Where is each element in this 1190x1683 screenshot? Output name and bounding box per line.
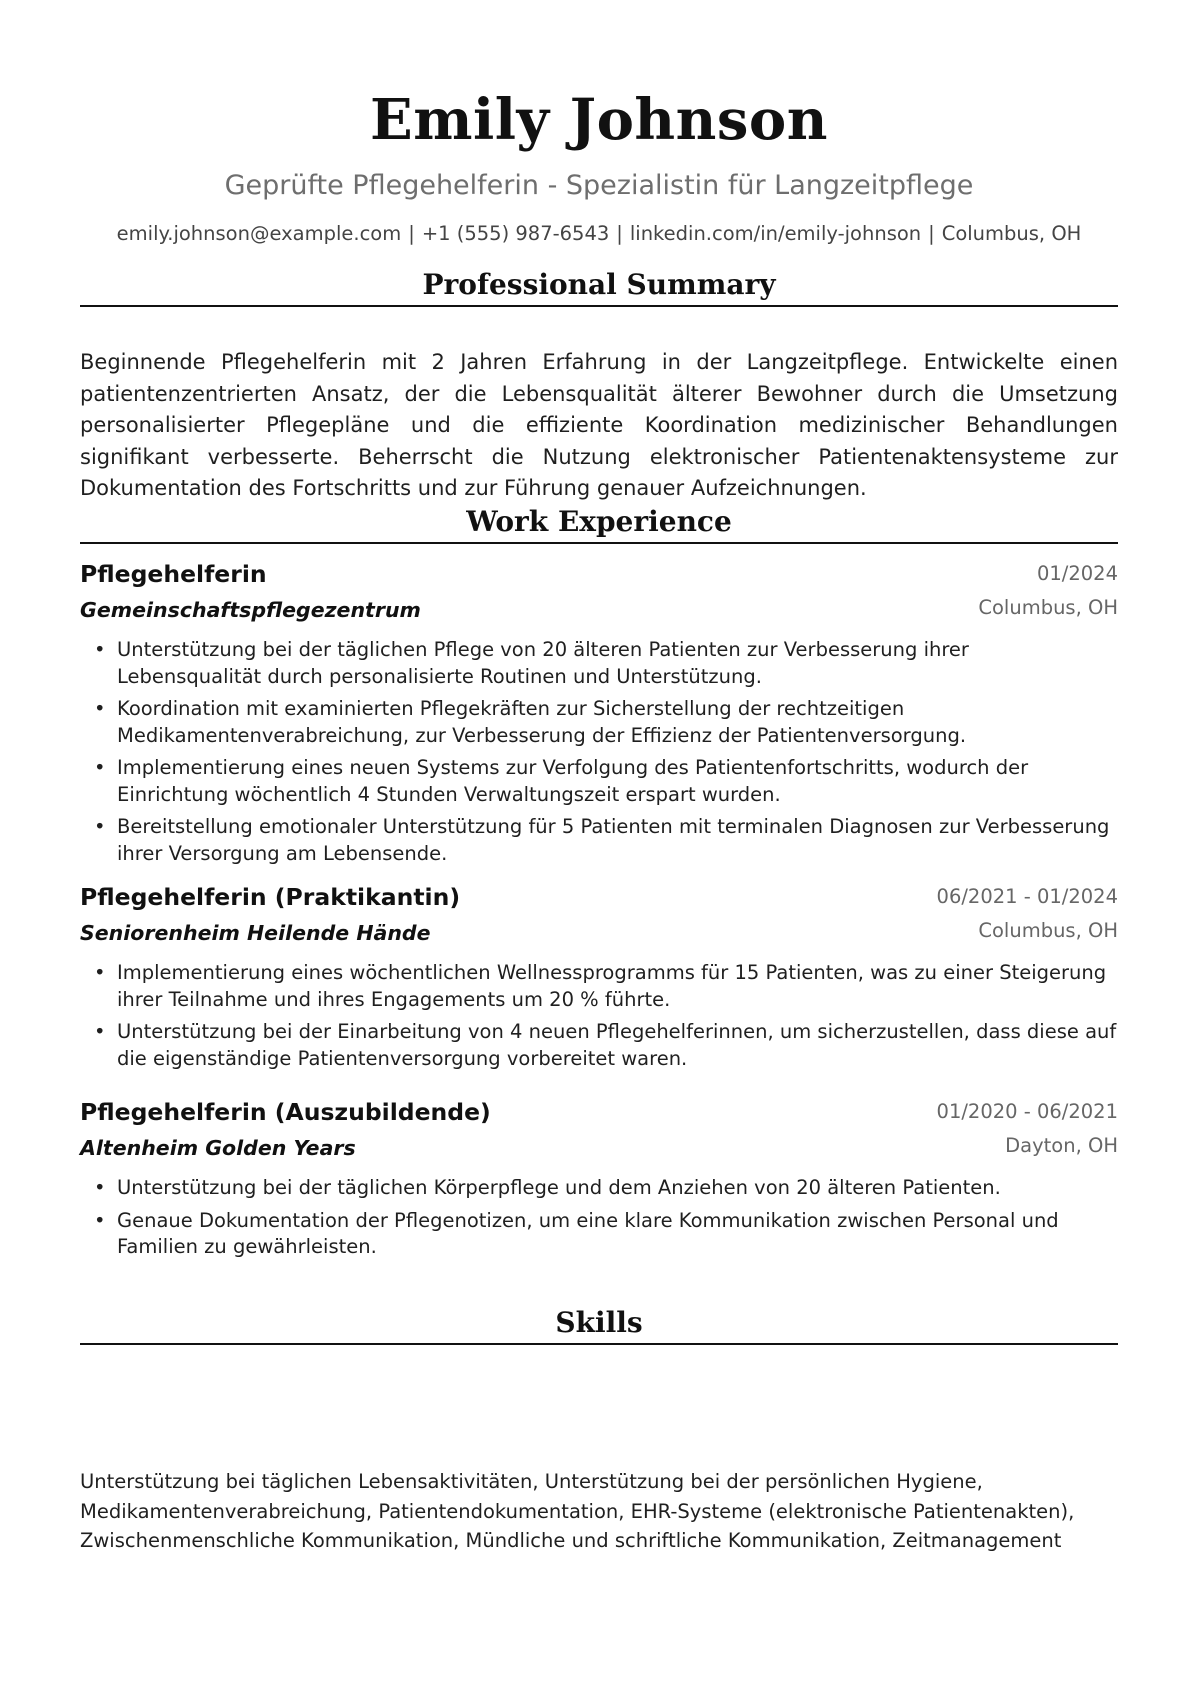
candidate-name: Emily Johnson <box>370 87 828 153</box>
job-bullets <box>80 960 1118 1072</box>
bullet-text: Koordination mit examinierten Pflegekräften zur Sicherstellung der rechtzeitigen Medikamentenverabreichung, zur Verbesserung der Effizienz der Patientenversorgung. <box>117 697 967 747</box>
job-bullet <box>80 960 1118 1013</box>
contact-separator: | <box>408 222 415 245</box>
job-bullet <box>80 1175 1118 1202</box>
contact-phone[interactable]: +1 (555) 987-6543 <box>421 222 610 245</box>
job-company: Seniorenheim Heilende Hände <box>80 921 431 945</box>
candidate-headline: Geprüfte Pflegehelferin - Spezialistin für Langzeitpflege <box>224 170 974 201</box>
contact-line <box>80 220 1118 248</box>
skills-text: Unterstützung bei täglichen Lebensaktivitäten, Unterstützung bei der persönlichen Hygiene, Medikamentenverabreichung, Patientendokumentation, EHR-Systeme (elektronische Patientenakten), Zwischenmenschliche Kommunikation, Mündliche und schriftliche Kommunikation, Zeitmanagement <box>80 1470 1075 1552</box>
job-date: 06/2021 - 01/2024 <box>936 885 1118 908</box>
job-company: Altenheim Golden Years <box>80 1136 356 1160</box>
section-divider <box>80 1343 1118 1345</box>
job-entry <box>80 557 1118 873</box>
job-title: Pflegehelferin (Praktikantin) <box>80 883 461 911</box>
section-divider <box>80 542 1118 544</box>
summary-text: Beginnende Pflegehelferin mit 2 Jahren Erfahrung in der Langzeitpflege. Entwickelte einen patientenzentrierten Ansatz, der die Lebensqualität älterer Bewohner durch die Umsetzung personalisierter Pflegepläne und die effiziente Koordination medizinischer Behandlungen signifikant verbesserte. Beherrscht die Nutzung elektronischer Patientenaktensysteme zur Dokumentation des Fortschritts und zur Führung genauer Aufzeichnungen. <box>80 350 1118 500</box>
contact-location: Columbus, OH <box>941 222 1082 245</box>
job-location: Columbus, OH <box>978 596 1118 619</box>
job-bullets <box>80 637 1118 867</box>
job-bullet <box>80 1208 1118 1261</box>
bullet-marker: • <box>94 1020 106 1043</box>
section-divider <box>80 305 1118 307</box>
bullet-marker: • <box>94 961 106 984</box>
bullet-marker: • <box>94 638 106 661</box>
bullet-marker: • <box>94 1176 106 1199</box>
bullet-text: Genaue Dokumentation der Pflegenotizen, um eine klare Kommunikation zwischen Personal und Familien zu gewährleisten. <box>117 1208 1059 1258</box>
job-entry <box>80 880 1118 1078</box>
job-title: Pflegehelferin (Auszubildende) <box>80 1098 491 1126</box>
contact-separator: | <box>928 222 935 245</box>
section-title-experience: Work Experience <box>466 505 732 538</box>
contact-email[interactable]: emily.johnson@example.com <box>116 222 402 245</box>
job-bullets <box>80 1175 1118 1261</box>
section-title-skills: Skills <box>555 1306 643 1339</box>
bullet-marker: • <box>94 1208 106 1232</box>
bullet-marker: • <box>94 697 106 720</box>
job-company: Gemeinschaftspflegezentrum <box>80 598 421 622</box>
contact-separator: | <box>616 222 623 245</box>
bullet-text: Implementierung eines neuen Systems zur Verfolgung des Patientenfortschritts, wodurch der Einrichtung wöchentlich 4 Stunden Verwaltungszeit erspart wurden. <box>117 756 1029 806</box>
job-entry <box>80 1095 1118 1267</box>
bullet-text: Unterstützung bei der Einarbeitung von 4 neuen Pflegehelferinnen, um sicherzustellen, dass diese auf die eigenständige Patientenversorgung vorbereitet waren. <box>117 1020 1117 1070</box>
job-date: 01/2020 - 06/2021 <box>936 1100 1118 1123</box>
bullet-text: Implementierung eines wöchentlichen Wellnessprogramms für 15 Patienten, was zu einer Steigerung ihrer Teilnahme und ihres Engagements um 20 % führte. <box>117 961 1107 1011</box>
contact-linkedin[interactable]: linkedin.com/in/emily-johnson <box>629 222 922 245</box>
job-bullet <box>80 637 1118 690</box>
job-bullet <box>80 814 1118 867</box>
job-bullet <box>80 696 1118 749</box>
bullet-marker: • <box>94 756 106 779</box>
job-title: Pflegehelferin <box>80 560 267 588</box>
job-location: Columbus, OH <box>978 919 1118 942</box>
bullet-text: Unterstützung bei der täglichen Pflege von 20 älteren Patienten zur Verbesserung ihrer Lebensqualität durch personalisierte Routinen und Unterstützung. <box>117 638 969 688</box>
job-location: Dayton, OH <box>1005 1134 1118 1157</box>
job-date: 01/2024 <box>1036 562 1118 585</box>
section-title-summary: Professional Summary <box>422 268 776 301</box>
bullet-marker: • <box>94 815 106 838</box>
job-bullet <box>80 755 1118 808</box>
bullet-text: Unterstützung bei der täglichen Körperpflege und dem Anziehen von 20 älteren Patienten. <box>117 1176 1001 1199</box>
bullet-text: Bereitstellung emotionaler Unterstützung für 5 Patienten mit terminalen Diagnosen zur Verbesserung ihrer Versorgung am Lebensende. <box>117 815 1110 865</box>
job-bullet <box>80 1019 1118 1072</box>
